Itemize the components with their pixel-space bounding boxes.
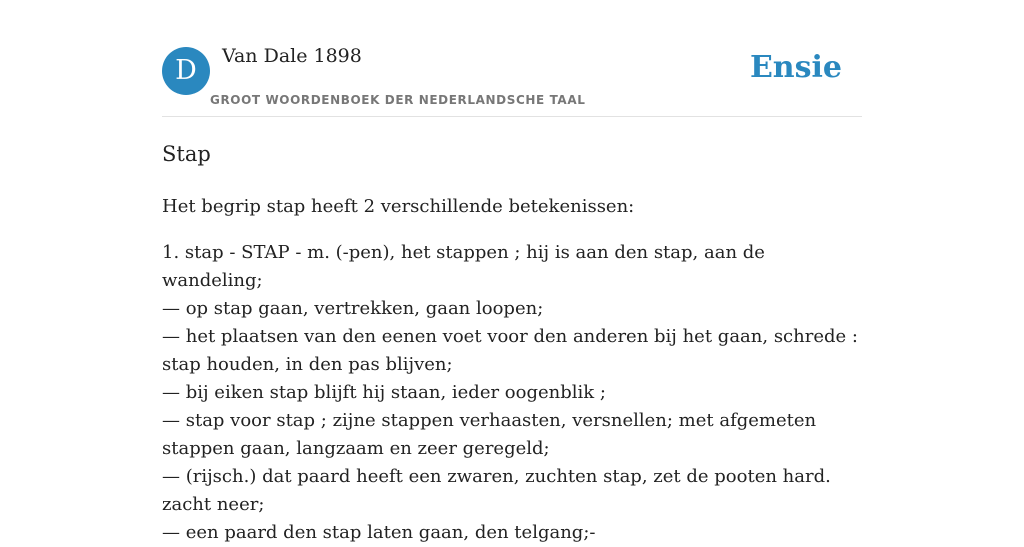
definition-body xyxy=(162,239,862,547)
entry-title: Stap xyxy=(162,142,211,166)
entry-content xyxy=(162,138,862,547)
site-header xyxy=(162,0,862,117)
entry-intro: Het begrip stap heeft 2 verschillende betekenissen: xyxy=(162,196,635,217)
definition-line: — op stap gaan, vertrekken, gaan loopen; xyxy=(162,298,544,319)
definition-line: 1. stap - STAP - m. (-pen), het stappen ; hij is aan den stap, aan de wandeling; xyxy=(162,242,765,291)
dictionary-logo[interactable]: D xyxy=(162,47,210,95)
definition-line: — bij eiken stap blijft hij staan, ieder oogenblik ; xyxy=(162,382,606,403)
brand-logo-link[interactable]: Ensie xyxy=(749,50,842,85)
definition-line: — een paard den stap laten gaan, den telgang;- xyxy=(162,522,596,543)
dictionary-subtitle: GROOT WOORDENBOEK DER NEDERLANDSCHE TAAL xyxy=(210,93,586,107)
definition-line: — stap voor stap ; zijne stappen verhaasten, versnellen; met afgemeten stappen gaan, langzaam en zeer geregeld; xyxy=(162,410,817,459)
definition-line: — (rijsch.) dat paard heeft een zwaren, zuchten stap, zet de pooten hard. zacht neer; xyxy=(162,466,831,515)
dictionary-name[interactable]: Van Dale 1898 xyxy=(222,45,362,67)
definition-line: — het plaatsen van den eenen voet voor den anderen bij het gaan, schrede : stap houden, in den pas blijven; xyxy=(162,326,858,375)
